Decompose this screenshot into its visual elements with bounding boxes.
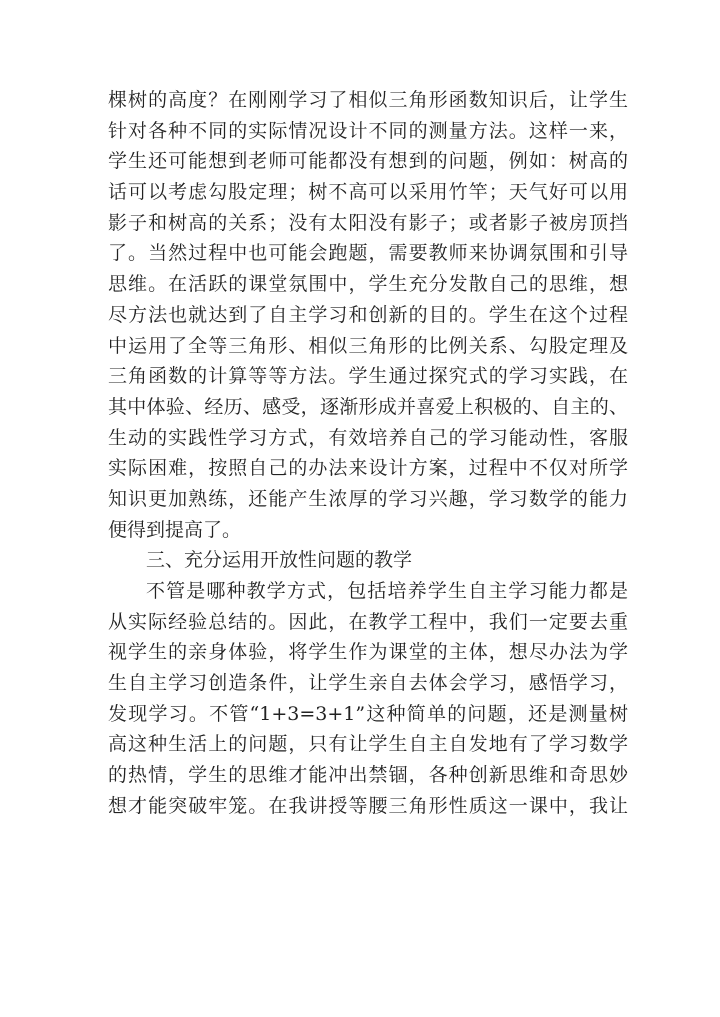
paragraph-line: 想才能突破牢笼。在我讲授等腰三角形性质这一课中，我让 [108,794,628,817]
paragraph-line: 高这种生活上的问题，只有让学生自主自发地有了学习数学 [108,733,628,756]
paragraph-line: 视学生的亲身体验，将学生作为课堂的主体，想尽办法为学 [108,641,628,664]
paragraph-line: 发现学习。不管“1+3=3+1”这种简单的问题，还是测量树 [108,702,628,725]
paragraph-line: 便得到提高了。 [108,518,242,541]
paragraph-line: 生自主学习创造条件，让学生亲自去体会学习，感悟学习， [108,672,628,695]
paragraph-line: 针对各种不同的实际情况设计不同的测量方法。这样一来， [108,119,628,142]
paragraph-line: 尽方法也就达到了自主学习和创新的目的。学生在这个过程 [108,303,628,326]
paragraph-line: 生动的实践性学习方式，有效培养自己的学习能动性，客服 [108,426,628,449]
paragraph-line: 思维。在活跃的课堂氛围中，学生充分发散自己的思维，想 [108,273,628,296]
paragraph-line: 中运用了全等三角形、相似三角形的比例关系、勾股定理及 [108,334,628,357]
paragraph-line: 三角函数的计算等等方法。学生通过探究式的学习实践，在 [108,365,628,388]
paragraph-line: 话可以考虑勾股定理；树不高可以采用竹竿；天气好可以用 [108,181,628,204]
paragraph-line: 了。当然过程中也可能会跑题，需要教师来协调氛围和引导 [108,242,628,265]
paragraph-line: 知识更加熟练，还能产生浓厚的学习兴趣，学习数学的能力 [108,487,628,510]
paragraph-line: 从实际经验总结的。因此，在教学工程中，我们一定要去重 [108,610,628,633]
body-text [108,85,628,822]
paragraph-line: 影子和树高的关系；没有太阳没有影子；或者影子被房顶挡 [108,211,628,234]
paragraph-line: 的热情，学生的思维才能冲出禁锢，各种创新思维和奇思妙 [108,764,628,787]
paragraph-line: 不管是哪种教学方式，包括培养学生自主学习能力都是 [146,580,628,602]
paragraph-line: 学生还可能想到老师可能都没有想到的问题，例如：树高的 [108,150,628,173]
paragraph-line: 实际困难，按照自己的办法来设计方案，过程中不仅对所学 [108,457,628,480]
section-heading: 三、充分运用开放性问题的教学 [146,549,413,572]
paragraph-line: 其中体验、经历、感受，逐渐形成并喜爱上积极的、自主的、 [108,395,628,418]
paragraph-line: 棵树的高度？在刚刚学习了相似三角形函数知识后，让学生 [108,89,628,111]
